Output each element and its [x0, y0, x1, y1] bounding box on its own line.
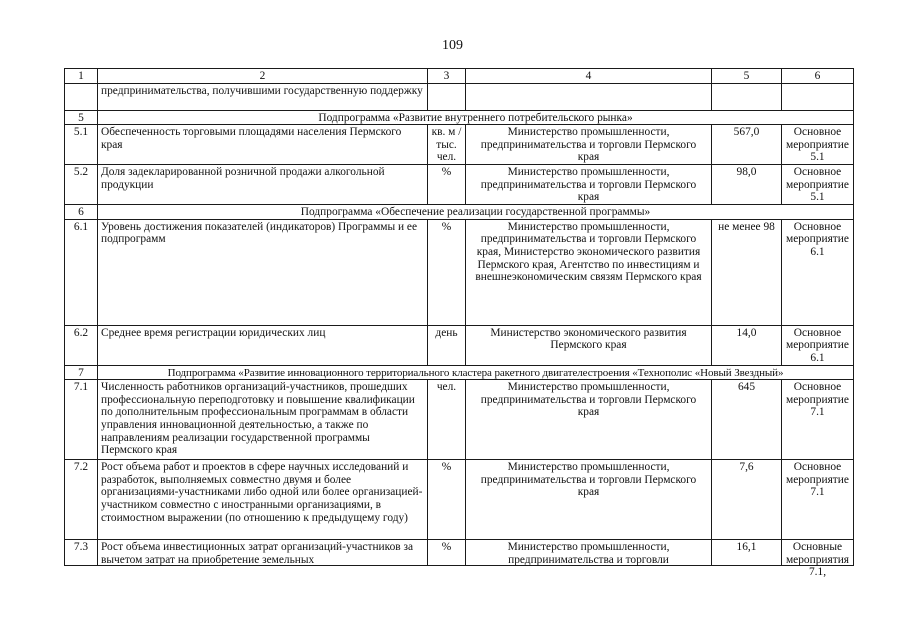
- target-value: 98,0: [712, 165, 782, 205]
- responsible: [466, 83, 712, 110]
- indicator-name: Рост объема работ и проектов в сфере научных исследований и разработок, выполняемых совместно двумя и более организациями-участниками либо одной или более организацией-участником совместно с иностранными организациями, в стоимостном выражении (по отношению к предыдущему году): [98, 460, 428, 540]
- subprogram-title: Подпрограмма «Обеспечение реализации государственной программы»: [98, 205, 854, 220]
- subprogram-row: [65, 365, 854, 380]
- row-number: [65, 83, 98, 110]
- indicator-name: Уровень достижения показателей (индикаторов) Программы и ее подпрограмм: [98, 219, 428, 325]
- target-value: 567,0: [712, 125, 782, 165]
- row-number: 7.2: [65, 460, 98, 540]
- column-number-row: [65, 69, 854, 84]
- subprogram-row: [65, 205, 854, 220]
- column-header: 5: [712, 69, 782, 84]
- row-number: 7.3: [65, 540, 98, 566]
- unit: день: [428, 325, 466, 365]
- subprogram-title: Подпрограмма «Развитие инновационного территориального кластера ракетного двигателестроения «Технополис «Новый Звездный»: [98, 365, 854, 380]
- unit: %: [428, 219, 466, 325]
- target-value: не менее 98: [712, 219, 782, 325]
- table-row: [65, 125, 854, 165]
- responsible: Министерство промышленности, предпринимательства и торговли Пермского края: [466, 460, 712, 540]
- page-number: 109: [442, 38, 463, 53]
- basis: Основное мероприятие 5.1: [782, 125, 854, 165]
- responsible: Министерство экономического развития Пермского края: [466, 325, 712, 365]
- column-header: 4: [466, 69, 712, 84]
- responsible: Министерство промышленности, предпринимательства и торговли Пермского края: [466, 125, 712, 165]
- indicators-table: [64, 68, 854, 579]
- target-value: 7,6: [712, 460, 782, 540]
- table-row: [65, 83, 854, 110]
- unit: %: [428, 165, 466, 205]
- target-value: [712, 83, 782, 110]
- basis: Основное мероприятие 5.1: [782, 165, 854, 205]
- responsible: Министерство промышленности, предпринимательства и торговли Пермского края, Министерство экономического развития Пермского края, Агентство по инвестициям и внешнеэкономическим связям Пермского края: [466, 219, 712, 325]
- row-number: 5.1: [65, 125, 98, 165]
- column-header: 2: [98, 69, 428, 84]
- table-row: [65, 460, 854, 540]
- row-number: 6.1: [65, 219, 98, 325]
- basis: [782, 83, 854, 110]
- indicator-name: Доля задекларированной розничной продажи алкогольной продукции: [98, 165, 428, 205]
- basis: Основное мероприятие 6.1: [782, 325, 854, 365]
- row-number: 5.2: [65, 165, 98, 205]
- responsible: Министерство промышленности, предпринимательства и торговли Пермского края: [466, 380, 712, 460]
- row-number: 5: [65, 110, 98, 125]
- indicator-name: Численность работников организаций-участников, прошедших профессиональную переподготовку и повышение квалификации по дополнительным профессиональным программам в области управления инновационной деятельностью, а также по направлениям реализации государственной программы Пермского края: [98, 380, 428, 460]
- subprogram-row: [65, 110, 854, 125]
- table-row: [65, 540, 854, 566]
- indicator-name: Рост объема инвестиционных затрат организаций-участников за вычетом затрат на приобретение земельных: [98, 540, 428, 566]
- unit: чел.: [428, 380, 466, 460]
- basis: Основное мероприятие 7.1: [782, 380, 854, 460]
- target-value: 14,0: [712, 325, 782, 365]
- column-header: 1: [65, 69, 98, 84]
- table-row: [65, 165, 854, 205]
- unit: кв. м / тыс. чел.: [428, 125, 466, 165]
- indicator-name: предпринимательства, получившими государственную поддержку: [98, 83, 428, 110]
- indicator-name: Обеспеченность торговыми площадями населения Пермского края: [98, 125, 428, 165]
- column-header: 3: [428, 69, 466, 84]
- responsible: Министерство промышленности, предпринимательства и торговли Пермского края: [466, 165, 712, 205]
- unit: %: [428, 460, 466, 540]
- target-value: 645: [712, 380, 782, 460]
- table-row: [65, 219, 854, 325]
- row-number: 6: [65, 205, 98, 220]
- unit: %: [428, 540, 466, 566]
- basis: Основное мероприятие 7.1: [782, 460, 854, 540]
- table-row: [65, 380, 854, 460]
- target-value: 16,1: [712, 540, 782, 566]
- row-number: 7: [65, 365, 98, 380]
- basis: Основные мероприятия 7.1,: [782, 540, 854, 566]
- subprogram-title: Подпрограмма «Развитие внутреннего потребительского рынка»: [98, 110, 854, 125]
- unit: [428, 83, 466, 110]
- row-number: 6.2: [65, 325, 98, 365]
- basis: Основное мероприятие 6.1: [782, 219, 854, 325]
- table-row: [65, 325, 854, 365]
- responsible: Министерство промышленности, предпринимательства и торговли: [466, 540, 712, 566]
- row-number: 7.1: [65, 380, 98, 460]
- column-header: 6: [782, 69, 854, 84]
- indicator-name: Среднее время регистрации юридических лиц: [98, 325, 428, 365]
